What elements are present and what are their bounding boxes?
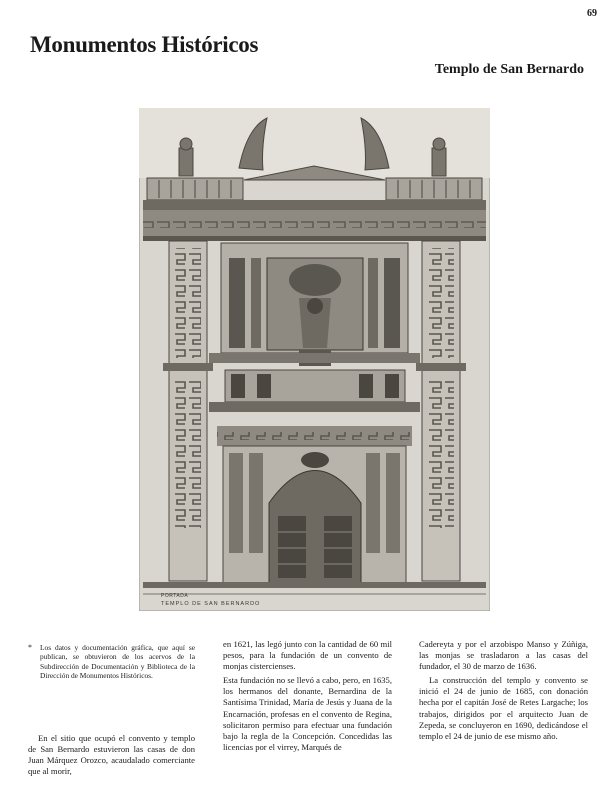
- footnote: [28, 643, 195, 681]
- drawing-caption-left: PORTADA: [161, 593, 189, 599]
- facade-drawing: [139, 108, 490, 611]
- page-number: 69: [587, 8, 597, 19]
- paragraph: Esta fundación no se llevó a cabo, pero, en 1635, los hermanos del donante, Bernardina de la Santísima Trinidad, María de Jesús y Juana de la Encarnación, profesas en el convento de Regina, solicitaron permiso para efectuar una fundación bajo la regla de la Concepción. Concedidas las licencias por el virrey, Marqués de: [223, 675, 392, 752]
- paragraph: en 1621, las legó junto con la cantidad de 60 mil pesos, para la fundación de un convento de monjas cistercienses.: [223, 639, 392, 672]
- section-title: Templo de San Bernardo: [434, 62, 584, 77]
- column-1: [28, 643, 195, 780]
- column-2: [223, 639, 392, 756]
- paragraph: La construcción del templo y convento se inició el 24 de junio de 1685, con donación hecha por el capitán José de Retes Largache; los trabajos, dirigidos por el arquitecto Juan de Zepeda, se concluyeron en 1690, dedicándose el templo el 24 de junio de ese mismo año.: [419, 675, 588, 741]
- drawing-caption-main: TEMPLO DE SAN BERNARDO: [161, 601, 261, 607]
- paragraph: Cadereyta y por el arzobispo Manso y Zúñiga, las monjas se trasladaron a las casas del fundador, el 30 de marzo de 1636.: [419, 639, 588, 672]
- column-3: [419, 639, 588, 745]
- page-title: Monumentos Históricos: [30, 32, 259, 57]
- paragraph: En el sitio que ocupó el convento y templo de San Bernardo estuvieron las casas de don Juan Márquez Orozco, acaudalado comerciante que al morir,: [28, 732, 195, 776]
- footnote-text: Los datos y documentación gráfica, que aquí se publican, se obtuvieron de los acervos de la Subdirección de Documentación y Biblioteca de la Dirección de Monumentos Históricos.: [40, 643, 195, 681]
- footnote-marker: *: [28, 643, 32, 652]
